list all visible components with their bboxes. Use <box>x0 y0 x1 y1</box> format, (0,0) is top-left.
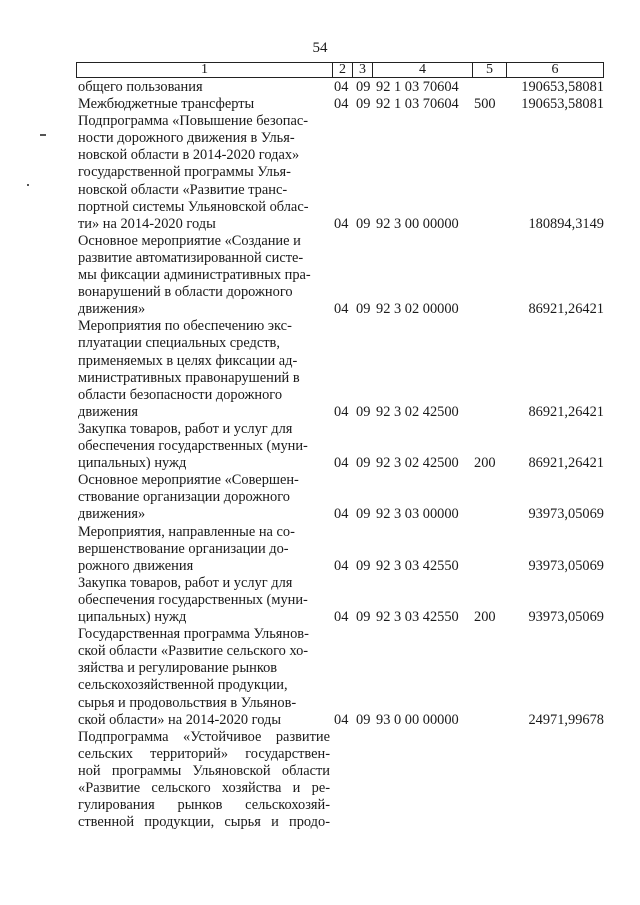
amount: 190653,58081 <box>521 79 604 95</box>
target-article-code: 93 0 00 00000 <box>376 711 459 728</box>
row-description <box>78 113 330 233</box>
description-line: ности дорожного движения в Улья- <box>78 130 295 147</box>
description-line: плуатации специальных средств, <box>78 335 280 352</box>
description-line: Подпрограмма «Повышение безопас- <box>78 113 309 130</box>
header-col-3: 3 <box>352 62 372 78</box>
description-line: ствование организации дорожного <box>78 489 290 506</box>
row-description <box>78 626 330 729</box>
description-line: портной системы Ульяновской облас- <box>78 198 309 215</box>
table-row <box>0 233 640 319</box>
row-description <box>78 472 330 523</box>
header-col-1: 1 <box>76 62 332 78</box>
description-line: сельскохозяйственной продукции, <box>78 677 288 694</box>
description-line: государственной программы Улья- <box>78 164 291 181</box>
target-article-code: 92 3 02 42500 <box>376 455 459 472</box>
description-line: ной программы Ульяновской области <box>78 762 330 779</box>
section-code: 04 <box>334 609 349 626</box>
description-line: обеспечения государственных (муни- <box>78 591 308 608</box>
scan-mark <box>40 134 46 136</box>
description-line: движения <box>78 403 138 420</box>
row-description <box>78 575 330 626</box>
description-line: Государственная программа Ульянов- <box>78 626 309 643</box>
section-code: 04 <box>334 215 349 232</box>
page-number: 54 <box>312 40 328 56</box>
table-row <box>0 421 640 472</box>
target-article-code: 92 3 02 00000 <box>376 301 459 318</box>
description-line: области безопасности дорожного <box>78 386 283 403</box>
target-article-code: 92 3 03 00000 <box>376 506 459 523</box>
table-row <box>0 472 640 523</box>
description-line: новской области «Развитие транс- <box>78 181 288 198</box>
section-code: 04 <box>334 79 349 95</box>
description-line: движения» <box>78 506 146 523</box>
subsection-code: 09 <box>356 301 371 318</box>
amount: 24971,99678 <box>528 711 604 728</box>
target-article-code: 92 3 03 42550 <box>376 557 459 574</box>
description-line: Межбюджетные трансферты <box>78 96 255 113</box>
amount: 86921,26421 <box>528 403 604 420</box>
subsection-code: 09 <box>356 79 371 95</box>
section-code: 04 <box>334 557 349 574</box>
table-row <box>0 575 640 626</box>
description-line: новской области в 2014-2020 годах» <box>78 147 300 164</box>
table-row <box>0 729 640 832</box>
description-line: «Развитие сельского хозяйства и ре- <box>78 780 330 797</box>
description-line: ципальных) нужд <box>78 609 187 626</box>
section-code: 04 <box>334 506 349 523</box>
header-col-2: 2 <box>332 62 352 78</box>
table-row <box>0 96 640 113</box>
table-row <box>0 79 640 96</box>
target-article-code: 92 3 02 42500 <box>376 403 459 420</box>
description-line: мы фиксации административных пра- <box>78 267 311 284</box>
section-code: 04 <box>334 96 349 113</box>
table-row <box>0 626 640 729</box>
target-article-code: 92 3 03 42550 <box>376 609 459 626</box>
row-description <box>78 524 330 575</box>
table-row <box>0 318 640 421</box>
subsection-code: 09 <box>356 711 371 728</box>
subsection-code: 09 <box>356 506 371 523</box>
description-line: развитие автоматизированной систе- <box>78 249 304 266</box>
target-article-code: 92 1 03 70604 <box>376 79 459 95</box>
description-line: Подпрограмма «Устойчивое развитие <box>78 728 330 745</box>
description-line: ственной продукции, сырья и продо- <box>78 814 330 831</box>
description-line: обеспечения государственных (муни- <box>78 438 308 455</box>
subsection-code: 09 <box>356 215 371 232</box>
amount: 190653,58081 <box>521 96 604 113</box>
amount: 93973,05069 <box>528 557 604 574</box>
row-description <box>78 96 330 113</box>
description-line: Основное мероприятие «Создание и <box>78 232 301 249</box>
description-line: сырья и продовольствия в Ульянов- <box>78 694 297 711</box>
description-line: Закупка товаров, работ и услуг для <box>78 421 293 437</box>
description-line: Мероприятия по обеспечению экс- <box>78 318 292 335</box>
description-line: вершенствование организации до- <box>78 540 289 557</box>
description-line: движения» <box>78 301 146 318</box>
description-line: Закупка товаров, работ и услуг для <box>78 574 293 591</box>
table-row <box>0 113 640 233</box>
target-article-code: 92 1 03 70604 <box>376 96 459 113</box>
description-line: Основное мероприятие «Совершен- <box>78 472 299 489</box>
row-description <box>78 318 330 421</box>
subsection-code: 09 <box>356 96 371 113</box>
header-col-4: 4 <box>372 62 472 78</box>
amount: 93973,05069 <box>528 506 604 523</box>
row-description <box>78 729 330 832</box>
table-row <box>0 524 640 575</box>
section-code: 04 <box>334 455 349 472</box>
description-line: ской области» на 2014-2020 годы <box>78 711 281 728</box>
subsection-code: 09 <box>356 455 371 472</box>
description-line: ской области «Развитие сельского хо- <box>78 643 309 660</box>
section-code: 04 <box>334 301 349 318</box>
description-line: гулирования рынков сельскохозяй- <box>78 797 330 814</box>
description-line: министративных правонарушений в <box>78 369 300 386</box>
subsection-code: 09 <box>356 403 371 420</box>
subsection-code: 09 <box>356 609 371 626</box>
description-line: Мероприятия, направленные на со- <box>78 523 295 540</box>
header-col-6: 6 <box>506 62 604 78</box>
description-line: ти» на 2014-2020 годы <box>78 215 216 232</box>
amount: 93973,05069 <box>528 609 604 626</box>
subsection-code: 09 <box>356 557 371 574</box>
scan-mark <box>27 184 29 186</box>
description-line: применяемых в целях фиксации ад- <box>78 352 298 369</box>
description-line: вонарушений в области дорожного <box>78 284 293 301</box>
row-description <box>78 79 330 96</box>
row-description <box>78 421 330 472</box>
amount: 86921,26421 <box>528 301 604 318</box>
description-line: сельских территорий» государствен- <box>78 745 330 762</box>
amount: 180894,3149 <box>528 215 604 232</box>
description-line: ципальных) нужд <box>78 455 187 472</box>
header-col-5: 5 <box>472 62 506 78</box>
description-line: рожного движения <box>78 557 194 574</box>
row-description <box>78 233 330 318</box>
target-article-code: 92 3 00 00000 <box>376 215 459 232</box>
expense-type-code: 200 <box>474 609 496 626</box>
expense-type-code: 200 <box>474 455 496 472</box>
amount: 86921,26421 <box>528 455 604 472</box>
section-code: 04 <box>334 711 349 728</box>
section-code: 04 <box>334 403 349 420</box>
expense-type-code: 500 <box>474 96 496 113</box>
description-line: зяйства и регулирование рынков <box>78 660 278 677</box>
description-line: общего пользования <box>78 79 203 95</box>
